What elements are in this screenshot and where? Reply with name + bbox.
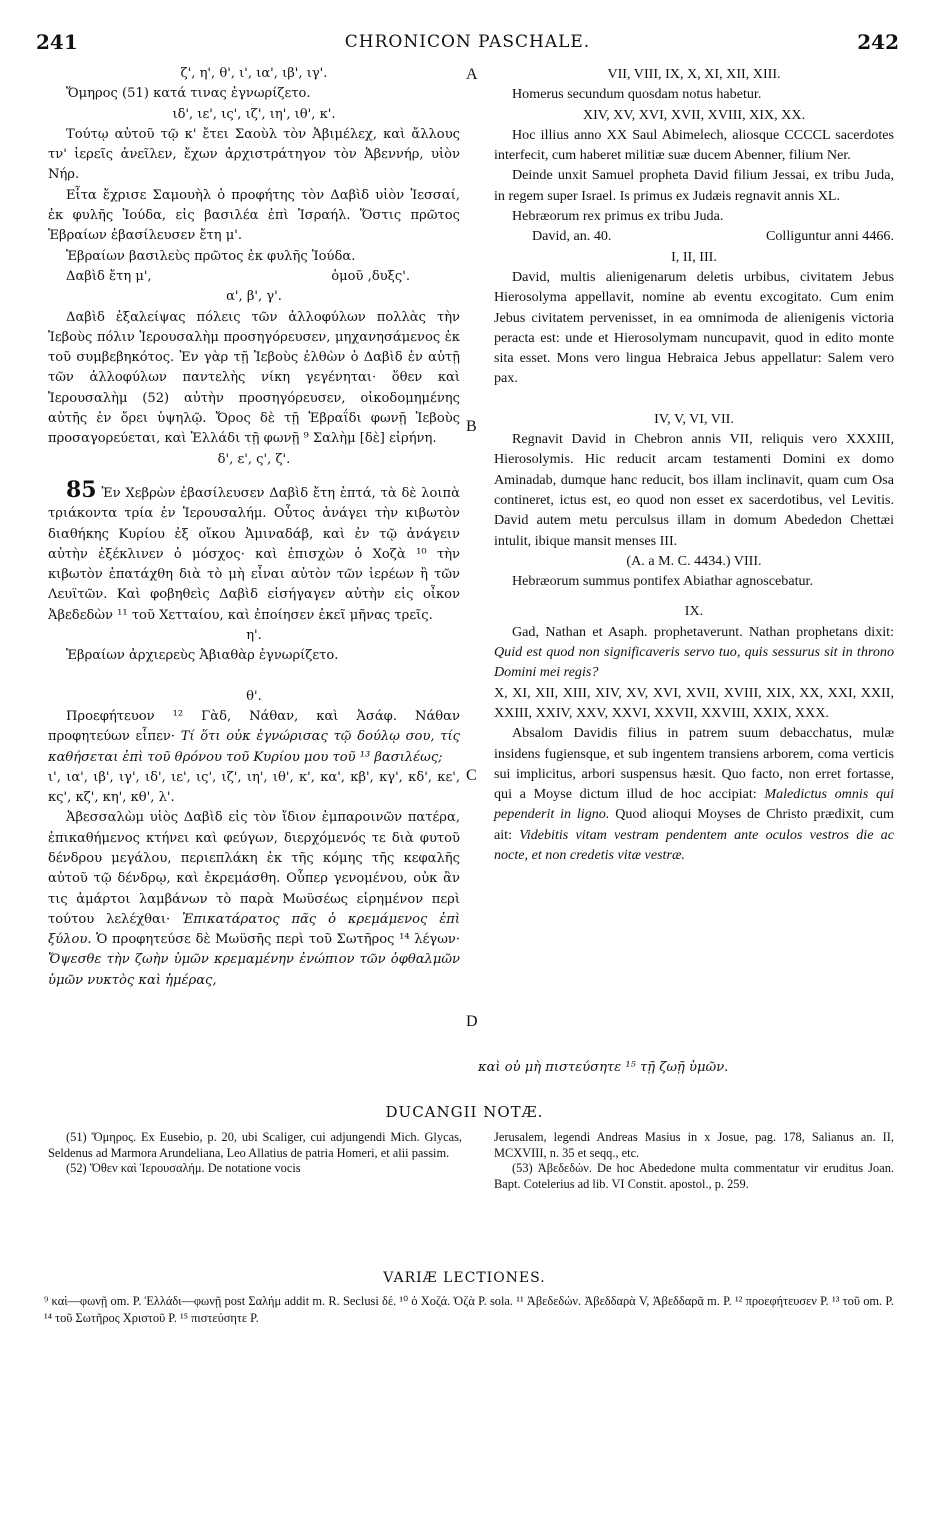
reign-years: Δαβὶδ ἔτη μ',	[66, 268, 152, 284]
latin-paragraph: Deinde unxit Samuel propheta David filium Jessai, ex tribu Juda, in regem super Israel. Is primus ex Judæis regnavit annis XL.	[494, 167, 894, 204]
spanning-line: καὶ οὐ μὴ πιστεύσητε ¹⁵ τῇ ζωῇ ὑμῶν.	[478, 1060, 729, 1075]
latin-paragraph: Regnavit David in Chebron annis VII, reliquis vero XXXIII, Hierosolymis. Hic reducit arcam testamenti Domini ex domo Aminadab, dumque hanc reducit, bos illam inclinavit, quam cum Osa contineret, ictus est, eo quod non esset ex sacerdotibus, vel Levitis. David autem metu perculsus illam in domum Abededon Chettæi intulit, ibique mansit menses III.	[494, 431, 894, 549]
year-numerals: IX.	[684, 603, 704, 620]
latin-quote: Maledictus omnis qui pependerit in ligno.	[494, 786, 894, 823]
latin-quote: Videbitis vitam vestram pendentem ante oculos vestros die ac nocte,	[494, 826, 894, 863]
year-numerals: IV, V, VI, VII.	[654, 410, 734, 427]
reign-years: David, an. 40.	[532, 228, 612, 245]
latin-quote: Quid est quod non significaveris servo tuo, quis sessurus sit in throno Domini mei regis?	[494, 644, 894, 681]
greek-quote: Ἐπικατάρατος πᾶς ὁ κρεμάμενος ἐπὶ ξύλου.	[48, 911, 460, 948]
latin-reign-line	[494, 226, 894, 246]
page-number-right: 242	[857, 30, 899, 54]
notes-heading: DUCANGII NOTÆ.	[385, 1103, 544, 1121]
margin-letter-d: D	[466, 1013, 478, 1030]
greek-paragraph: Δαβὶδ ἐξαλείψας πόλεις τῶν ἀλλοφύλων πολλὰς τὴν Ἰεβοὺς πόλιν Ἱερουσαλὴμ προσηγόρευσεν, μηχανησάμενος ἐκ τοῦ συμβεβηκότος. Ἐν γὰρ τῇ Ἰεβοὺς ἐλθὼν ὁ Δαβὶδ ἐν αὐτῇ τῶν ἀλλοφύλων παντελὴς νίκη γεγένηται· ὅθεν καὶ Ἱερουσαλὴμ (52) αὐτὴν προσηγόρευσεν, οἰκοδομημένης αὐτῆς ἐν ὄρει ὑψηλῷ. Ὄρος δὲ τῇ Ἑβραΐδι φωνῇ Ἰεβοὺς προσαγορεύεται, καὶ Ἑλλάδι τῇ φωνῇ ⁹ Σαλὴμ [δὲ] εἰρήνη.	[48, 309, 460, 447]
year-numerals: α', β', γ'.	[226, 289, 282, 305]
year-numerals: X, XI, XII, XIII, XIV, XV, XVI, XVII, XVIII, XIX, XX, XXI, XXII, XXIII, XXIV, XXV, XXVI, XXVII, XXVIII, XXIX, XXX.	[494, 684, 894, 721]
page-number-left: 241	[36, 30, 78, 54]
latin-paragraph: Gad, Nathan et Asaph. prophetaverunt. Nathan prophetans dixit: Quid est quod non significaveris servo tuo, quis sessurus sit in throno Domini mei regis?	[494, 623, 894, 681]
year-numerals: I, II, III.	[671, 248, 717, 265]
variae-lectiones	[44, 1293, 894, 1327]
greek-quote: Ὄψεσθε τὴν ζωὴν ὑμῶν κρεμαμένην ἐνώπιον τῶν ὀφθαλμῶν ὑμῶν νυκτὸς καὶ ἡμέρας,	[48, 952, 460, 988]
variae-heading: VARIÆ LECTIONES.	[383, 1270, 546, 1286]
note: (52) Ὅθεν καὶ Ἱερουσαλήμ. De notatione vocis	[66, 1161, 301, 1176]
latin-paragraph: Absalom Davidis filius in patrem suum debacchatus, mulæ insidens fugiensque, et sub ingentem transiens arborem, coma verticis sui implicitus, arbori suspensus hæsit. Quo facto, non erret fortasse, qui a Moyse dictum illud de hoc accipiat: Maledictus omnis qui pependerit in ligno. Quod alioqui Moyses de Christo prædixit, cum ait: Videbitis vitam vestram pendentem ante oculos vestros die ac nocte, et non credetis vitæ vestræ.	[494, 725, 895, 863]
margin-letter-a: A	[466, 66, 478, 83]
year-numerals: ζ', η', θ', ι', ια', ιβ', ιγ'.	[180, 66, 328, 81]
greek-paragraph: Ὅμηρος (51) κατά τινας ἐγνωρίζετο.	[66, 86, 311, 102]
note: (53) Ἀβεδεδών. De hoc Abededone multa commentatur vir eruditus Joan. Bapt. Cotelerius ad lib. VI Constit. apostol., p. 259.	[494, 1161, 894, 1191]
year-numerals: ιδ', ιε', ις', ιζ', ιη', ιθ', κ'.	[172, 106, 336, 122]
greek-paragraph: Ἀβεσσαλὼμ υἱὸς Δαβὶδ εἰς τὸν ἴδιον ἐμπαροινῶν πατέρα, ἐπικαθήμενος κτήνει καὶ φεύγων, διερχόμενός τε διὰ φυτοῦ δένδρου μεγάλου, περιεπλάκη ἐκ τῆς κόμης τῆς κεφαλῆς αὐτοῦ τῷ δένδρῳ, καὶ ἐκρεμάσθη. Οὗπερ γενομένου, οὐκ ἂν τις ἁμάρτοι λαμβάνων τὸ παρὰ Μωϋσέως εἰρημένον περὶ τούτου λελέχθαι· Ἐπικατάρατος πᾶς ὁ κρεμάμενος ἐπὶ ξύλου. Ὁ προφητεύσε δὲ Μωϋσῆς περὶ τοῦ Σωτῆρος ¹⁴ λέγων· Ὄψεσθε τὴν ζωὴν ὑμῶν κρεμαμένην ἐνώπιον τῶν ὀφθαλμῶν ὑμῶν νυκτὸς καὶ ἡμέρας,	[48, 810, 460, 988]
total-years: ὁμοῦ ,δυξς'.	[331, 268, 410, 284]
notes-right-column	[494, 1130, 894, 1192]
greek-paragraph: Ἑβραίων ἀρχιερεὺς Ἀβιαθὰρ ἐγνωρίζετο.	[66, 648, 339, 664]
note: (51) Ὅμηρος. Ex Eusebio, p. 20, ubi Scaliger, cui adjungendi Mich. Glycas, Seldenus ad Marmora Arundeliana, Leo Allatius de patria Homeri, et alii passim.	[48, 1130, 462, 1160]
latin-paragraph: Hebræorum summus pontifex Abiathar agnoscebatur.	[512, 573, 813, 590]
greek-paragraph: Ἑβραίων βασιλεὺς πρῶτος ἐκ φυλῆς Ἰούδα.	[66, 248, 356, 264]
greek-column	[48, 64, 460, 991]
running-title: CHRONICON PASCHALE.	[344, 32, 591, 52]
latin-paragraph: Homerus secundum quosdam notus habetur.	[512, 86, 762, 103]
variant-readings: ⁹ καὶ—φωνῇ om. P. Ἑλλάδι—φωνῇ post Σαλήμ addit m. R. Seclusi δέ. ¹⁰ ὁ Χοζά. Ὀζὰ P. sola. ¹¹ Ἀβεδεδών. Ἀβεδδαρὰ V, Ἀβεδδαρᾶ m. P. ¹² προεφήτευσεν P. ¹³ τοῦ om. P. ¹⁴ τοῦ Σωτῆρος Χριστοῦ P. ¹⁵ πιστεύσητε P.	[44, 1294, 894, 1325]
year-numerals: θ'.	[246, 688, 262, 704]
note: Jerusalem, legendi Andreas Masius in x Josue, pag. 178, Salianus an. II, MCXVIII, n. 35 et seqq., etc.	[494, 1130, 894, 1160]
year-numerals: VII, VIII, IX, X, XI, XII, XIII.	[607, 66, 781, 82]
greek-paragraph: Εἶτα ἔχρισε Σαμουὴλ ὁ προφήτης τὸν Δαβὶδ υἱὸν Ἰεσσαί, ἐκ φυλῆς Ἰούδα, εἰς βασιλέα ἐπὶ Ἰσραήλ. Ὅστις πρῶτος Ἑβραίων ἐβασίλευσεν ἔτη μ'.	[48, 187, 460, 244]
latin-paragraph: David, multis alienigenarum deletis urbibus, civitatem Jebus Hierosolyma appellavit, nomine ab eventu excogitato. Cum enim Jebus civitatem pervenisset, in ea omnimoda de alienigenis victoria peracta est: unde et Hierosolymam nuncupavit, quod in edito monte sita esset. Mons vero lingua Hebraica Jebus appellatur: Salem vero pax.	[494, 268, 894, 387]
year-numerals: δ', ε', ς', ζ'.	[217, 451, 291, 467]
year-numerals: ι', ια', ιβ', ιγ', ιδ', ιε', ις', ιζ', ιη', ιθ', κ', κα', κβ', κγ', κδ', κε', κς', κζ', κη', κθ', λ'.	[48, 769, 460, 806]
year-numerals: XIV, XV, XVI, XVII, XVIII, XIX, XX.	[582, 106, 806, 123]
greek-paragraph: 85 Ἐν Χεβρὼν ἐβασίλευσεν Δαβὶδ ἔτη ἑπτά, τὰ δὲ λοιπὰ τριάκοντα τρία ἐν Ἱερουσαλήμ. Οὗτος ἀνάγει τὴν κιβωτὸν διαθήκης Κυρίου ἐξ οἴκου Ἀμιναδάβ, καὶ ἐν τῷ ἀνάγειν αὐτὴν ἐξέκλινεν ὁ μόσχος· καὶ ἐπισχὼν ὁ Χοζὰ ¹⁰ τὴν κιβωτὸν ἐπατάχθη διὰ τὸ μὴ εἶναι αὐτὸν τῶν ἱερέων ἢ τῶν Λευϊτῶν. Καὶ φοβηθεὶς Δαβὶδ εἰσήγαγεν αὐτὴν εἰς οἶκον Ἀβεδεδὼν ¹¹ τοῦ Χετταίου, καὶ ἐποίησεν ἐκεῖ μῆνας τρεῖς.	[48, 476, 460, 623]
latin-paragraph: Hoc illius anno XX Saul Abimelech, aliosque CCCCL sacerdotes interfecit, cum haberet militiæ suæ ducem Abenner, filium Ner.	[494, 126, 894, 164]
running-header	[36, 30, 899, 58]
latin-column	[494, 64, 894, 865]
section-number: 85	[66, 476, 97, 503]
year-numerals: η'.	[246, 628, 262, 644]
greek-quote: Τί ὅτι οὐκ ἐγνώρισας τῷ δούλῳ σου, τίς καθήσεται ἐπὶ τοῦ θρόνου τοῦ Κυρίου μου τοῦ ¹³ βασιλέως;	[48, 729, 460, 765]
greek-reign-line	[48, 267, 460, 287]
year-numerals: (A. a M. C. 4434.) VIII.	[626, 552, 762, 569]
margin-letter-c: C	[466, 767, 477, 784]
notes-left-column	[48, 1130, 462, 1177]
greek-paragraph: Προεφήτευον ¹² Γὰδ, Νάθαν, καὶ Ἀσάφ. Νάθαν προφητεύων εἶπεν· Τί ὅτι οὐκ ἐγνώρισας τῷ δούλῳ σου, τίς καθήσεται ἐπὶ τοῦ θρόνου τοῦ Κυρίου μου τοῦ ¹³ βασιλέως;	[48, 708, 460, 765]
latin-paragraph: Hebræorum rex primus ex tribu Juda.	[512, 208, 724, 225]
greek-paragraph: Τούτῳ αὐτοῦ τῷ κ' ἔτει Σαοὺλ τὸν Ἀβιμέλεχ, καὶ ἄλλους τν' ἱερεῖς ἀνεῖλεν, ἔχων ἀρχιστράτηγον τὸν Ἀβεννήρ, υἱὸν Νήρ.	[48, 126, 460, 183]
total-years: Colliguntur anni 4466.	[765, 228, 894, 245]
margin-letter-b: B	[466, 418, 477, 435]
